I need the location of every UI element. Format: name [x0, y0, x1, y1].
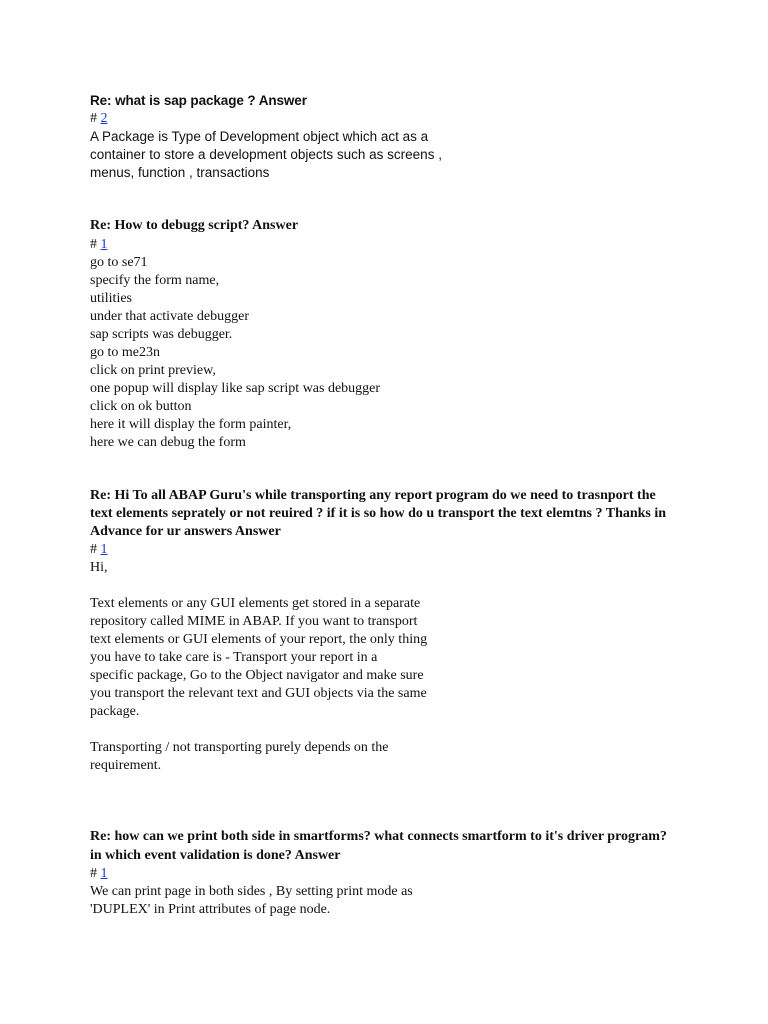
document-page: [90, 92, 690, 919]
answer-line: Transporting / not transporting purely depends on the: [90, 740, 389, 756]
answer-number-line: [90, 541, 690, 559]
answer-line: sap scripts was debugger.: [90, 326, 233, 342]
question-heading: Re: Hi To all ABAP Guru's while transporting any report program do we need to trasnport the text elements seprately or not reuired ? if it is so how do u transport the text elemtns ? Thanks in Advance for ur answers Answer: [90, 487, 667, 540]
answer-line: go to se71: [90, 254, 148, 270]
answer-line: Text elements or any GUI elements get stored in a separate: [90, 596, 421, 612]
answer-line: menus, function , transactions: [90, 165, 270, 181]
hash-sign: #: [90, 866, 97, 882]
answer-line: under that activate debugger: [90, 308, 249, 324]
blank-line: [90, 721, 690, 739]
answer-line: click on ok button: [90, 398, 192, 414]
qa-entry-3: [90, 487, 690, 776]
answer-line: go to me23n: [90, 344, 160, 360]
answer-line: Hi,: [90, 560, 108, 576]
answer-body: [90, 883, 690, 919]
answer-line: one popup will display like sap script was debugger: [90, 380, 381, 396]
answer-line: here it will display the form painter,: [90, 416, 292, 432]
answer-line: you transport the relevant text and GUI objects via the same: [90, 686, 427, 702]
hash-sign: #: [90, 542, 97, 558]
answer-line: package.: [90, 704, 140, 720]
hash-sign: #: [90, 111, 97, 127]
question-heading: Re: what is sap package ? Answer: [90, 93, 307, 108]
answer-number-line: [90, 865, 690, 883]
answer-number-link[interactable]: 2: [100, 111, 108, 127]
answer-number-line: [90, 236, 690, 254]
answer-line: repository called MIME in ABAP. If you want to transport: [90, 614, 418, 630]
answer-number-line: [90, 110, 690, 128]
qa-entry-4: [90, 828, 690, 919]
answer-line: 'DUPLEX' in Print attributes of page node.: [90, 902, 331, 918]
answer-line: container to store a development objects such as screens ,: [90, 147, 442, 163]
answer-number-link[interactable]: 1: [100, 236, 108, 252]
hash-sign: #: [90, 236, 97, 252]
question-heading: Re: how can we print both side in smartforms? what connects smartform to it's driver program? in which event validation is done? Answer: [90, 829, 667, 863]
answer-line: specific package, Go to the Object navigator and make sure: [90, 668, 424, 684]
question-heading: Re: How to debugg script? Answer: [90, 218, 299, 234]
answer-body: [90, 128, 690, 182]
answer-line: you have to take care is - Transport your report in a: [90, 650, 378, 666]
answer-line: click on print preview,: [90, 362, 216, 378]
answer-line: specify the form name,: [90, 272, 220, 288]
answer-line: text elements or GUI elements of your report, the only thing: [90, 632, 428, 648]
answer-number-link[interactable]: 1: [100, 866, 108, 882]
answer-line: here we can debug the form: [90, 434, 246, 450]
answer-line: requirement.: [90, 758, 162, 774]
answer-body: [90, 254, 690, 452]
answer-body: [90, 559, 690, 775]
qa-entry-2: [90, 217, 690, 451]
qa-entry-1: [90, 92, 690, 182]
blank-line: [90, 577, 690, 595]
answer-number-link[interactable]: 1: [100, 542, 108, 558]
answer-line: We can print page in both sides , By setting print mode as: [90, 884, 413, 900]
answer-line: A Package is Type of Development object which act as a: [90, 129, 429, 145]
answer-line: utilities: [90, 290, 132, 306]
